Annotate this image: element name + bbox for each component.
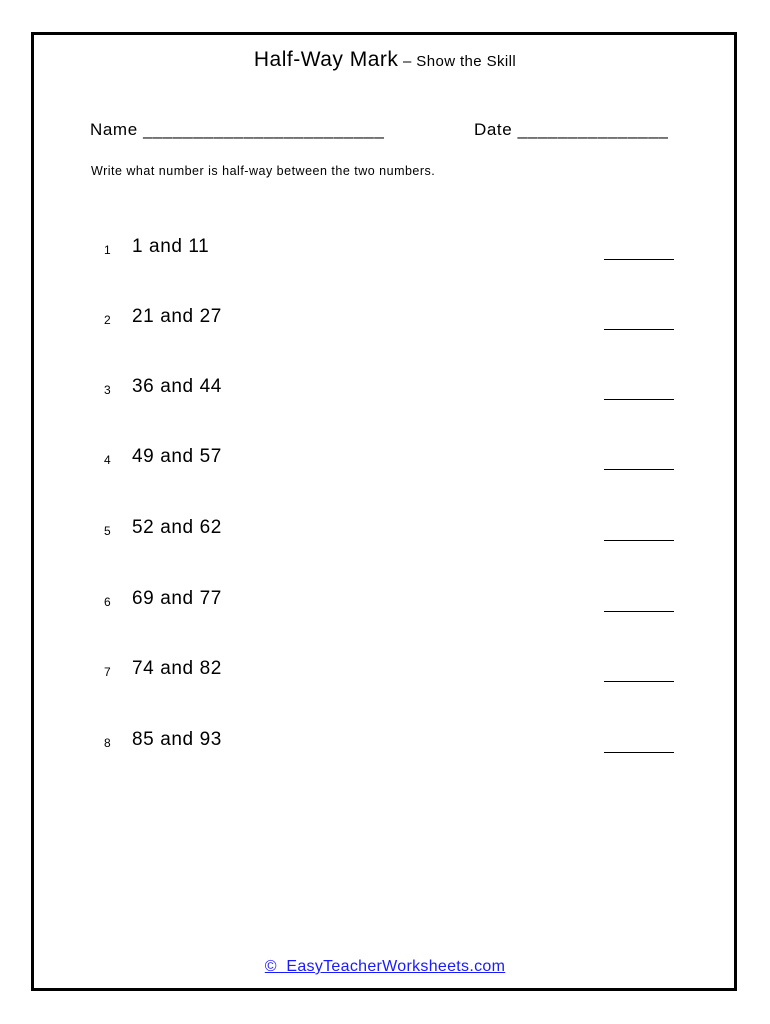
answer-blank <box>604 329 674 330</box>
problem-item <box>0 446 770 486</box>
answer-blank <box>604 752 674 753</box>
problem-text: 36 and 44 <box>132 376 222 397</box>
problem-text: 85 and 93 <box>132 729 222 750</box>
problem-number: 3 <box>104 383 111 397</box>
problem-number: 6 <box>104 595 111 609</box>
problem-text: 52 and 62 <box>132 517 222 538</box>
problem-item <box>0 658 770 698</box>
date-field-label: Date _______________ <box>474 120 669 139</box>
title-subtitle: – Show the Skill <box>398 53 517 70</box>
problem-number: 7 <box>104 665 111 679</box>
problem-number: 5 <box>104 524 111 538</box>
problem-number: 1 <box>104 243 111 257</box>
title-main: Half-Way Mark <box>253 48 399 71</box>
problem-text: 49 and 57 <box>132 446 222 467</box>
answer-blank <box>604 540 674 541</box>
problem-item <box>0 588 770 628</box>
answer-blank <box>604 611 674 612</box>
problem-item <box>0 729 770 769</box>
copyright-link[interactable]: © EasyTeacherWorksheets.com <box>264 958 506 975</box>
problem-text: 21 and 27 <box>132 306 222 327</box>
instructions-text: Write what number is half-way between the two numbers. <box>91 164 436 178</box>
answer-blank <box>604 399 674 400</box>
problem-item <box>0 306 770 346</box>
problem-number: 4 <box>104 453 111 467</box>
footer <box>0 958 770 976</box>
problem-text: 1 and 11 <box>132 236 210 257</box>
problem-number: 8 <box>104 736 111 750</box>
problem-item <box>0 236 770 276</box>
problem-number: 2 <box>104 313 111 327</box>
problem-text: 74 and 82 <box>132 658 222 679</box>
problem-item <box>0 517 770 557</box>
problem-text: 69 and 77 <box>132 588 222 609</box>
problem-item <box>0 376 770 416</box>
answer-blank <box>604 681 674 682</box>
name-field-label: Name ________________________ <box>90 120 385 139</box>
answer-blank <box>604 259 674 260</box>
answer-blank <box>604 469 674 470</box>
